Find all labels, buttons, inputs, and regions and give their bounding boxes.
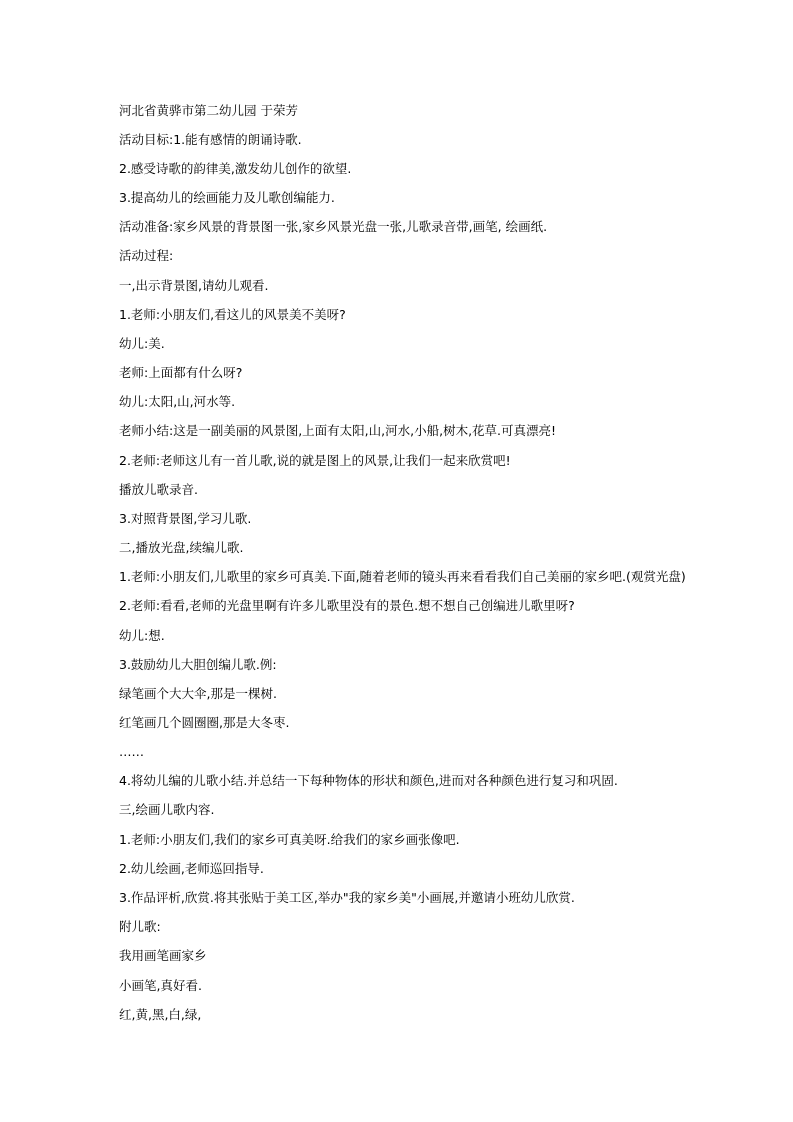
objective-line-2: 2.感受诗歌的韵律美,激发幼儿创作的欲望. [119,161,352,176]
author-line: 河北省黄骅市第二幼儿园 于荣芳 [119,103,298,118]
paragraph-line: 幼儿:想. [119,628,165,643]
objective-line-3: 3.提高幼儿的绘画能力及儿歌创编能力. [119,190,335,205]
song-line: 小画笔,真好看. [119,978,202,993]
song-line: 红,黄,黑,白,绿, [119,1007,202,1022]
preparation-line: 活动准备:家乡风景的背景图一张,家乡风景光盘一张,儿歌录音带,画笔, 绘画纸. [119,219,548,234]
paragraph-line: 幼儿:太阳,山,河水等. [119,394,236,409]
paragraph-line: 老师:上面都有什么呀? [119,365,243,380]
paragraph-line: 2.幼儿绘画,老师巡回指导. [119,861,264,876]
paragraph-line: 1.老师:小朋友们,儿歌里的家乡可真美.下面,随着老师的镜头再来看看我们自己美丽的家乡吧.(观赏光盘) [119,569,686,584]
section-three-heading: 三,绘画儿歌内容. [119,802,215,817]
paragraph-line: 3.鼓励幼儿大胆创编儿歌.例: [119,657,277,672]
paragraph-line: 1.老师:小朋友们,我们的家乡可真美呀.给我们的家乡画张像吧. [119,832,460,847]
paragraph-line: 幼儿:美. [119,336,165,351]
paragraph-line: 1.老师:小朋友们,看这儿的风景美不美呀? [119,307,346,322]
appendix-heading: 附儿歌: [119,919,161,934]
section-one-heading: 一,出示背景图,请幼儿观看. [119,278,269,293]
objective-line-1: 活动目标:1.能有感情的朗诵诗歌. [119,132,302,147]
paragraph-line: 3.作品评析,欣赏.将其张贴于美工区,举办"我的家乡美"小画展,并邀请小班幼儿欣赏. [119,890,575,905]
section-two-heading: 二,播放光盘,续编儿歌. [119,540,244,555]
process-heading: 活动过程: [119,248,174,263]
paragraph-line: 2.老师:看看,老师的光盘里啊有许多儿歌里没有的景色.想不想自己创编进儿歌里呀? [119,598,575,613]
ellipsis-line: …… [119,744,144,759]
paragraph-line: 老师小结:这是一副美丽的风景图,上面有太阳,山,河水,小船,树木,花草.可真漂亮! [119,423,557,438]
paragraph-line: 绿笔画个大大伞,那是一棵树. [119,686,277,701]
paragraph-line: 3.对照背景图,学习儿歌. [119,511,252,526]
paragraph-line: 4.将幼儿编的儿歌小结.并总结一下每种物体的形状和颜色,进而对各种颜色进行复习和巩固. [119,773,618,788]
paragraph-line: 2.老师:老师这儿有一首儿歌,说的就是图上的风景,让我们一起来欣赏吧! [119,453,511,468]
paragraph-line: 红笔画几个圆圈圈,那是大冬枣. [119,715,290,730]
song-title: 我用画笔画家乡 [119,948,207,963]
paragraph-line: 播放儿歌录音. [119,482,198,497]
